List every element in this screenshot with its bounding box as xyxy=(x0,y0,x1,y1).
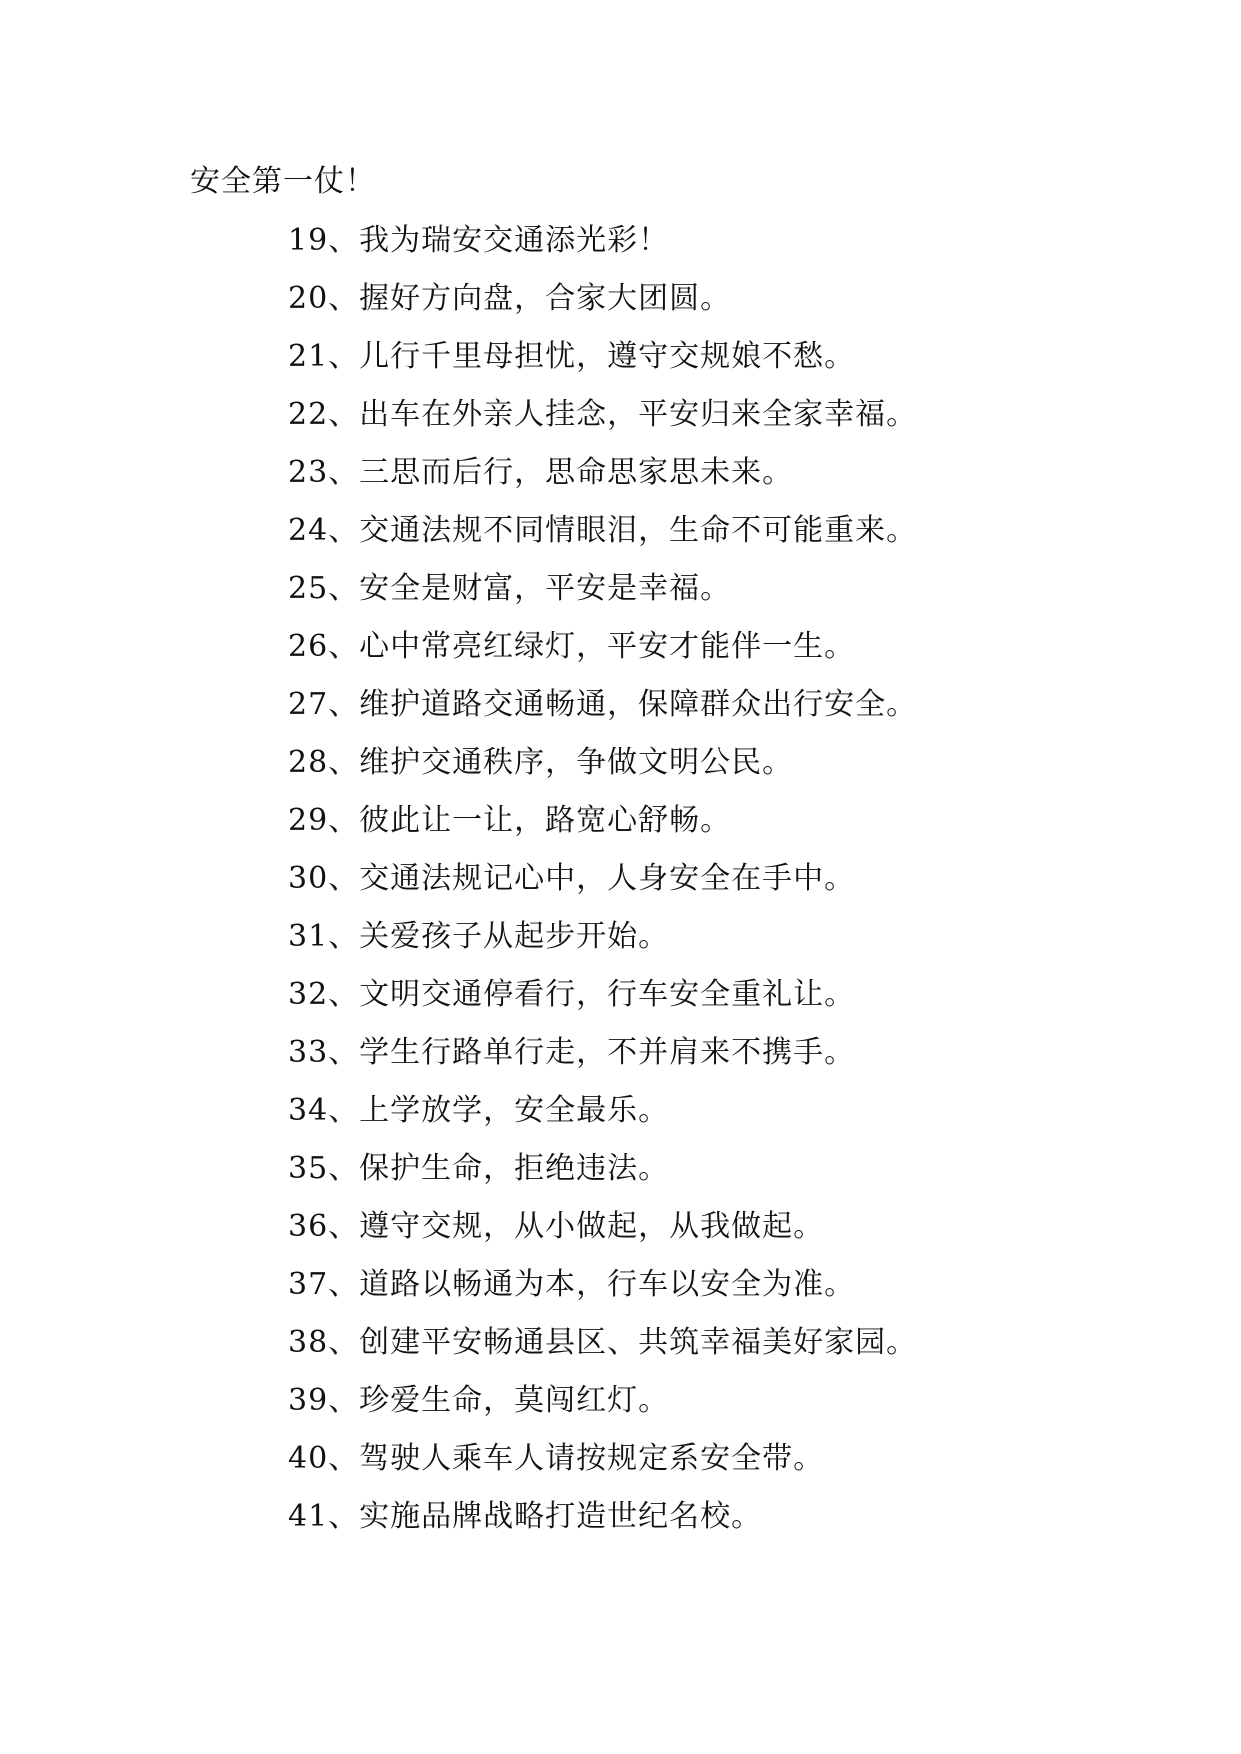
slogan-item: 31、关爱孩子从起步开始。 xyxy=(288,919,670,954)
slogan-item: 40、驾驶人乘车人请按规定系安全带。 xyxy=(288,1441,825,1476)
slogan-list xyxy=(288,221,917,1555)
slogan-item: 27、维护道路交通畅通，保障群众出行安全。 xyxy=(288,687,918,722)
slogan-item: 23、三思而后行，思命思家思未来。 xyxy=(288,455,794,490)
slogan-item: 41、实施品牌战略打造世纪名校。 xyxy=(288,1499,763,1534)
slogan-item: 38、创建平安畅通县区、共筑幸福美好家园。 xyxy=(288,1325,918,1360)
slogan-item: 25、安全是财富，平安是幸福。 xyxy=(288,571,732,606)
slogan-item: 30、交通法规记心中，人身安全在手中。 xyxy=(288,861,856,896)
slogan-item: 24、交通法规不同情眼泪，生命不可能重来。 xyxy=(288,513,918,548)
slogan-item: 35、保护生命，拒绝违法。 xyxy=(288,1151,670,1186)
slogan-item: 19、我为瑞安交通添光彩！ xyxy=(288,223,670,258)
slogan-item: 22、出车在外亲人挂念，平安归来全家幸福。 xyxy=(288,397,918,432)
slogan-item: 20、握好方向盘，合家大团圆。 xyxy=(288,281,732,316)
continuation-line: 安全第一仗！ xyxy=(190,164,376,199)
slogan-item: 29、彼此让一让，路宽心舒畅。 xyxy=(288,803,732,838)
slogan-item: 36、遵守交规，从小做起，从我做起。 xyxy=(288,1209,825,1244)
slogan-item: 28、维护交通秩序，争做文明公民。 xyxy=(288,745,794,780)
slogan-item: 33、学生行路单行走，不并肩来不携手。 xyxy=(288,1035,856,1070)
slogan-item: 26、心中常亮红绿灯，平安才能伴一生。 xyxy=(288,629,856,664)
slogan-item: 37、道路以畅通为本，行车以安全为准。 xyxy=(288,1267,856,1302)
slogan-item: 39、珍爱生命，莫闯红灯。 xyxy=(288,1383,670,1418)
slogan-item: 21、儿行千里母担忧，遵守交规娘不愁。 xyxy=(288,339,856,374)
slogan-item: 34、上学放学，安全最乐。 xyxy=(288,1093,670,1128)
slogan-item: 32、文明交通停看行，行车安全重礼让。 xyxy=(288,977,856,1012)
